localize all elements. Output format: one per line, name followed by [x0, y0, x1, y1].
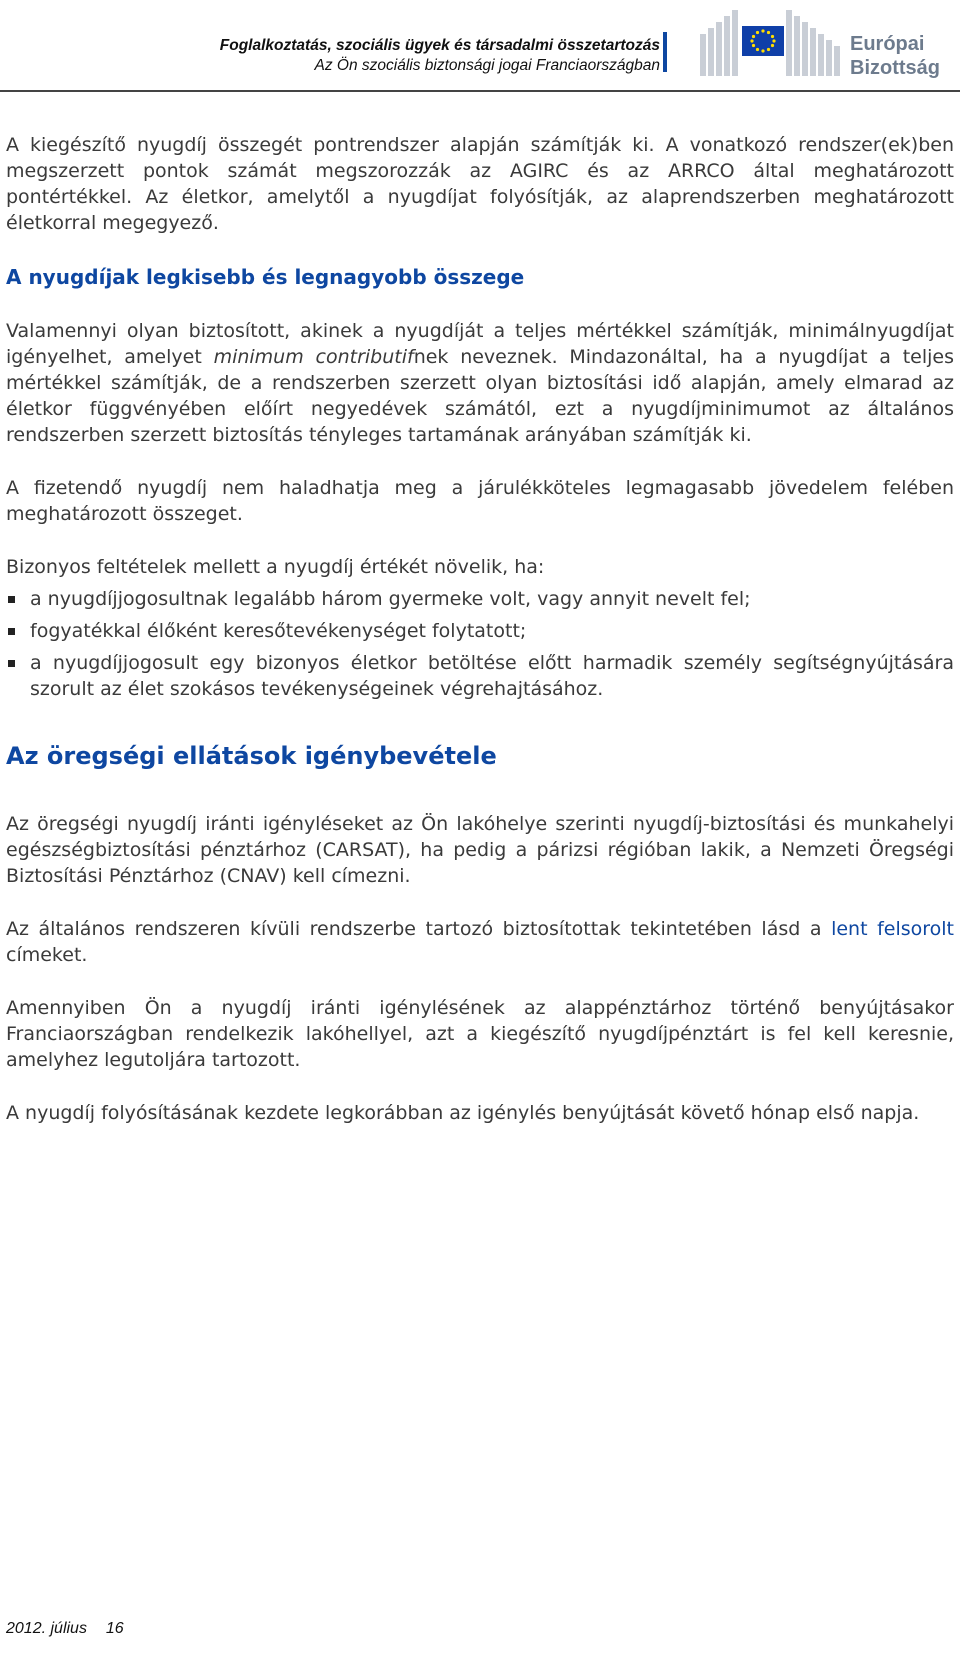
paragraph-payment-start: A nyugdíj folyósításának kezdete legkorábban az igénylés benyújtását követő hónap első napja. [6, 1102, 920, 1124]
footer-page-number: 16 [105, 1620, 124, 1637]
square-bullet-icon [8, 660, 15, 667]
conditions-list [6, 586, 954, 702]
paragraph-minimum-pension [6, 318, 954, 448]
intro-paragraph: A kiegészítő nyugdíj összegét pontrendszer alapján számítják ki. A vonatkozó rendszer(ek)ben megszerzett pontok számát megszorozzák az AGIRC és az ARRCO által meghatározott pontértékkel. Az életkor, amelytől a nyugdíjat folyósítják, az alaprendszerben meghatározott életkorral megegyező. [6, 134, 954, 234]
list-item [6, 618, 954, 644]
italic-term: minimum contributif [213, 346, 414, 368]
list-item [6, 586, 954, 612]
text-run: Valamennyi olyan biztosított, akinek a nyugdíját a teljes mértékkel számítják, minimálnyugdíjat igényelhet, amelyet [6, 320, 954, 368]
square-bullet-icon [8, 628, 15, 635]
header-title: Foglalkoztatás, szociális ügyek és társadalmi összetartozás [219, 37, 660, 54]
paragraph-other-schemes [6, 916, 954, 968]
list-item-text: a nyugdíjjogosult egy bizonyos életkor betöltése előtt harmadik személy segítségnyújtására szorult az élet szokásos tevékenységeinek végrehajtásához. [30, 652, 954, 700]
text-run: címeket. [6, 944, 88, 966]
logo-text [850, 32, 940, 80]
page-footer [6, 1620, 124, 1638]
text-run: Az általános rendszeren kívüli rendszerbe tartozó biztosítottak tekintetében lásd a [6, 918, 832, 940]
footer-date: 2012. július [6, 1620, 87, 1637]
addresses-link[interactable]: lent felsorolt [831, 918, 954, 940]
logo-text-line2: Bizottság [850, 57, 940, 79]
list-item-text: a nyugdíjjogosultnak legalább három gyermeke volt, vagy annyit nevelt fel; [30, 588, 751, 610]
paragraph-where-to-apply: Az öregségi nyugdíj iránti igényléseket az Ön lakóhelye szerinti nyugdíj-biztosítási és munkahelyi egészségbiztosítási pénztárhoz (CARSAT), ha pedig a párizsi régióban lakik, a Nemzeti Öregségi Biztosítási Pénztárhoz (CNAV) kell címezni. [6, 813, 954, 887]
page-header [0, 0, 960, 92]
list-item [6, 650, 954, 702]
header-subtitle: Az Ön szociális biztonsági jogai Franciaországban [314, 57, 660, 74]
heading-claiming-benefits: Az öregségi ellátások igénybevétele [6, 742, 497, 770]
header-divider-bar [663, 32, 667, 72]
heading-min-max-pension: A nyugdíjak legkisebb és legnagyobb összege [6, 265, 525, 289]
list-item-text: fogyatékkal élőként keresőtevékenységet folytatott; [30, 620, 527, 642]
logo-text-line1: Európai [850, 33, 925, 55]
header-text [220, 36, 660, 76]
text-run: nek neveznek. Mindazonáltal, ha a nyugdíjat a teljes mértékkel számítják, de a rendszerben szerzett olyan biztosítási idő alapján, amely elmarad az életkor függvényében előírt negyedévek számától, ezt a nyugdíjminimumot az általános rendszerben szerzett biztosítás tényleges tartamának arányában számítják ki. [6, 346, 954, 446]
paragraph-increase-conditions: Bizonyos feltételek mellett a nyugdíj értékét növelik, ha: [6, 556, 545, 578]
paragraph-maximum-pension: A fizetendő nyugdíj nem haladhatja meg a járulékköteles legmagasabb jövedelem felében meghatározott összeget. [6, 477, 954, 525]
header-rule [0, 90, 960, 92]
square-bullet-icon [8, 596, 15, 603]
paragraph-supplementary-fund: Amennyiben Ön a nyugdíj iránti igénylésének az alappénztárhoz történő benyújtásakor Franciaországban rendelkezik lakóhellyel, azt a kiegészítő nyugdíjpénztárt is fel kell keresnie, amelyhez legutoljára tartozott. [6, 997, 954, 1071]
document-body [6, 132, 954, 1126]
